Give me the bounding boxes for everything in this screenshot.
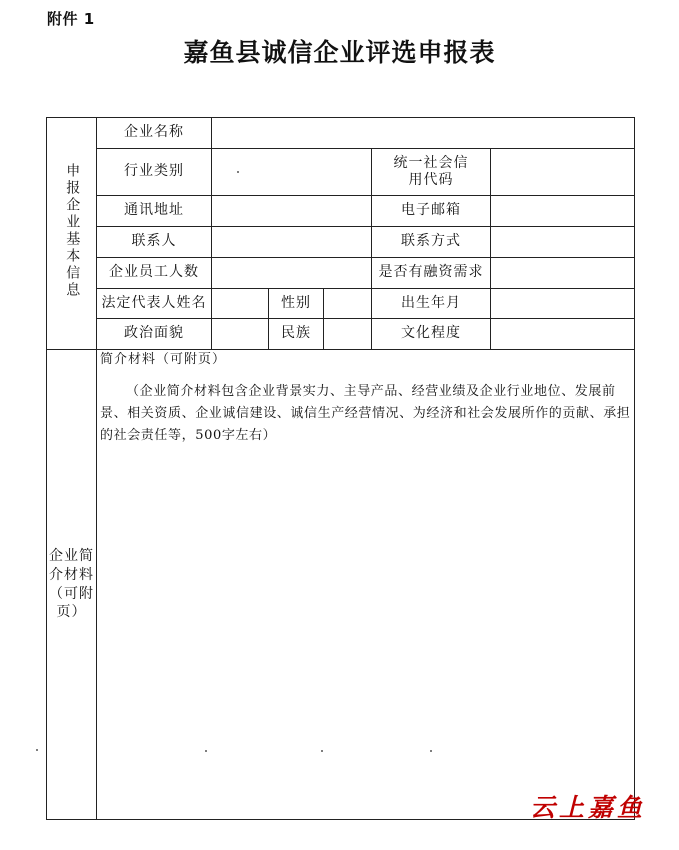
email-field[interactable] xyxy=(491,196,635,227)
intro-title: 简介材料（可附页） xyxy=(100,352,227,367)
contact-field[interactable] xyxy=(212,227,372,258)
gender-label: 性别 xyxy=(269,289,324,319)
attachment-label: 附件 1 xyxy=(47,10,95,28)
company-name-field[interactable] xyxy=(212,118,635,149)
birth-label: 出生年月 xyxy=(372,289,491,319)
email-label: 电子邮箱 xyxy=(372,196,491,227)
scan-speck xyxy=(430,750,432,752)
intro-description: （企业简介材料包含企业背景实力、主导产品、经营业绩及企业行业地位、发展前景、相关资质、企业诚信建设、诚信生产经营情况、为经济和社会发展所作的贡献、承担的社会责任等，500字左右） xyxy=(100,384,631,444)
ethnicity-label: 民族 xyxy=(269,319,324,350)
legal-rep-field[interactable] xyxy=(212,289,269,319)
employees-field[interactable] xyxy=(212,258,372,289)
scan-speck xyxy=(237,171,239,173)
ethnicity-field[interactable] xyxy=(324,319,372,350)
industry-field[interactable] xyxy=(212,149,372,196)
page-title: 嘉鱼县诚信企业评选申报表 xyxy=(183,38,496,67)
address-label: 通讯地址 xyxy=(97,196,212,227)
political-field[interactable] xyxy=(212,319,269,350)
contact-label: 联系人 xyxy=(97,227,212,258)
contact-method-field[interactable] xyxy=(491,227,635,258)
gender-field[interactable] xyxy=(324,289,372,319)
credit-code-label: 统一社会信用代码 xyxy=(372,149,491,196)
education-field[interactable] xyxy=(491,319,635,350)
watermark-logo: 云上嘉鱼 xyxy=(530,793,647,822)
intro-text-area[interactable] xyxy=(97,350,635,820)
employees-label: 企业员工人数 xyxy=(97,258,212,289)
birth-field[interactable] xyxy=(491,289,635,319)
financing-field[interactable] xyxy=(491,258,635,289)
political-label: 政治面貌 xyxy=(97,319,212,350)
industry-label: 行业类别 xyxy=(97,149,212,196)
intro-section-label: 企业简介材料（可附页） xyxy=(47,350,97,820)
credit-code-field[interactable] xyxy=(491,149,635,196)
company-name-label: 企业名称 xyxy=(97,118,212,149)
scan-speck xyxy=(205,750,207,752)
address-field[interactable] xyxy=(212,196,372,227)
scan-speck xyxy=(36,749,38,751)
contact-method-label: 联系方式 xyxy=(372,227,491,258)
financing-label: 是否有融资需求 xyxy=(372,258,491,289)
legal-rep-label: 法定代表人姓名 xyxy=(97,289,212,319)
education-label: 文化程度 xyxy=(372,319,491,350)
basic-info-section-label: 申报企业基本信息 xyxy=(47,118,97,350)
scan-speck xyxy=(321,750,323,752)
application-form-table xyxy=(46,117,635,820)
